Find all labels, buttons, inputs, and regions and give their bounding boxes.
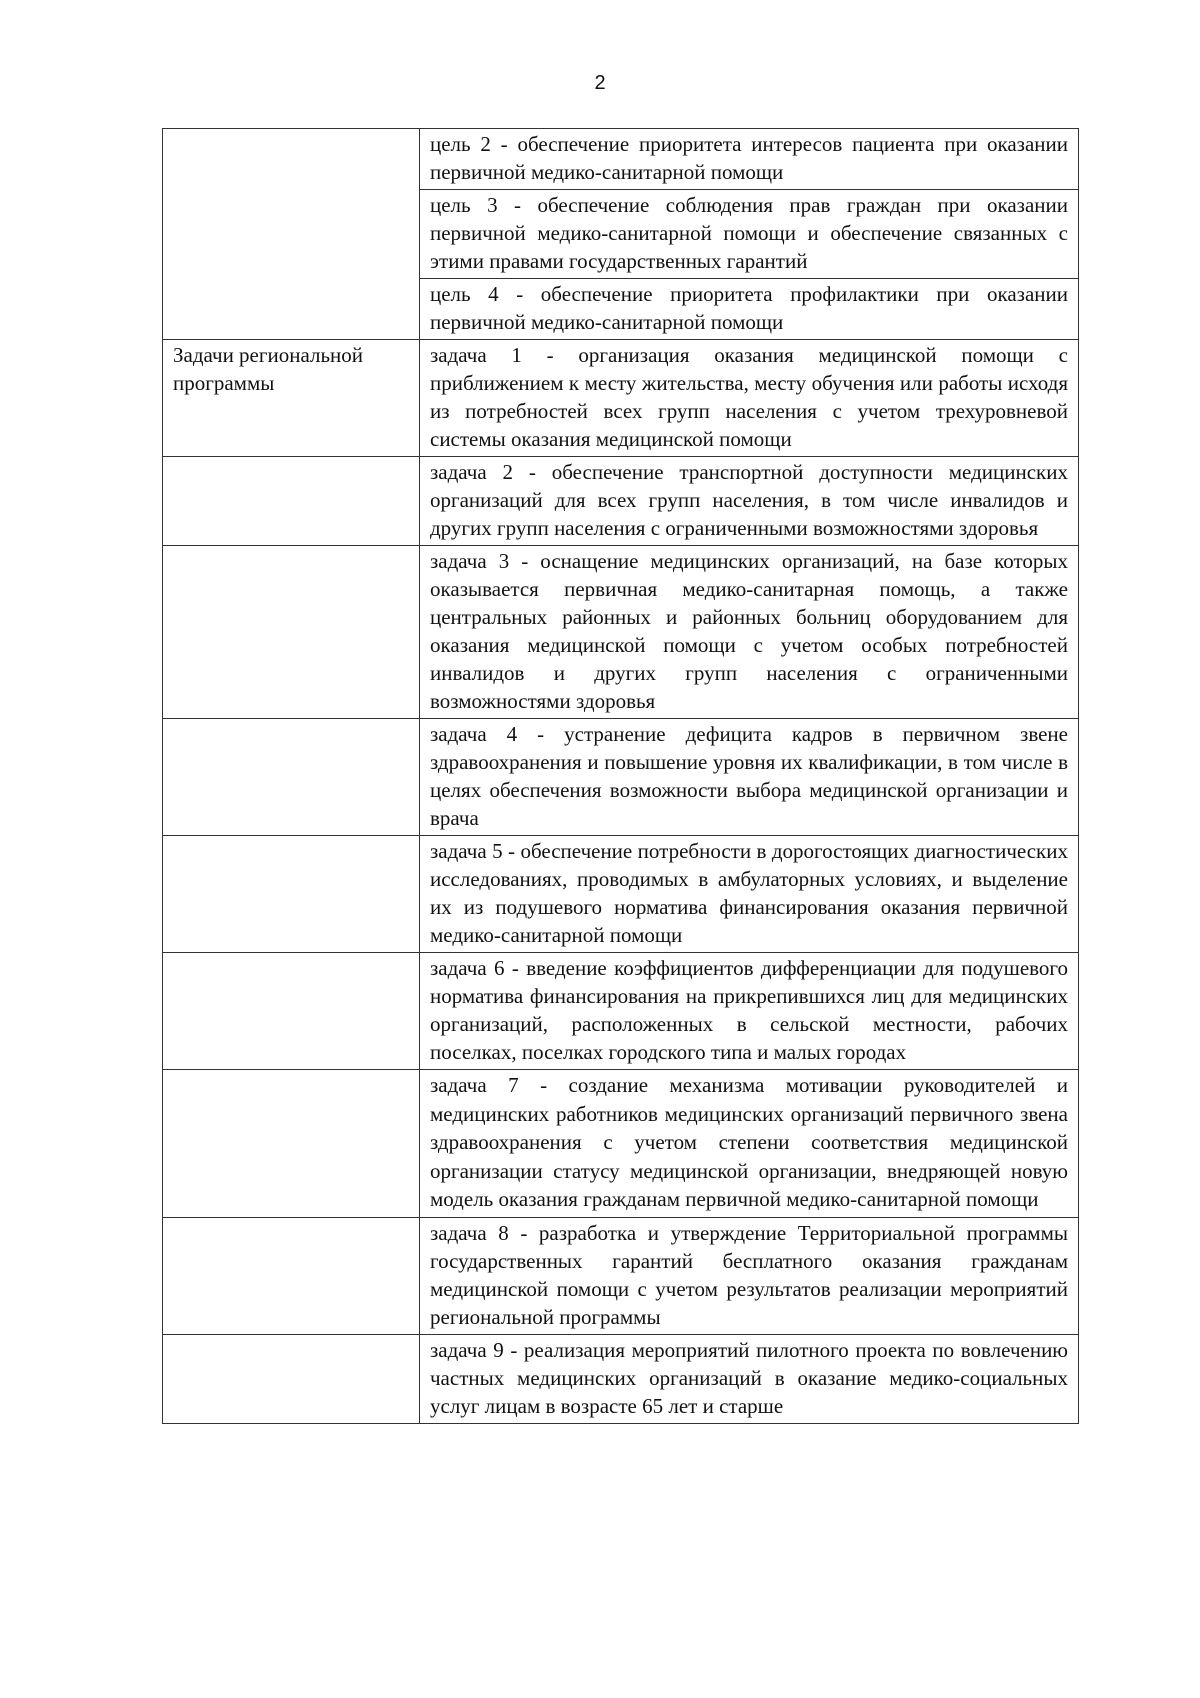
table-row [163, 1217, 1079, 1334]
table-row [163, 279, 1079, 340]
task-cell: задача 2 - обеспечение транспортной доступности медицинских организаций для всех групп населения, в том числе инвалидов и других групп населения с ограниченными возможностями здоровья [420, 457, 1079, 546]
task-cell: задача 8 - разработка и утверждение Территориальной программы государственных гарантий бесплатного оказания гражданам медицинской помощи с учетом результатов реализации мероприятий региональной программы [420, 1217, 1079, 1334]
label-cell [163, 953, 420, 1070]
page-number: 2 [594, 72, 606, 94]
goal-cell: цель 3 - обеспечение соблюдения прав граждан при оказании первичной медико-санитарной помощи и обеспечение связанных с этими правами государственных гарантий [420, 190, 1079, 279]
goal-cell: цель 2 - обеспечение приоритета интересов пациента при оказании первичной медико-санитарной помощи [420, 129, 1079, 190]
table-row [163, 546, 1079, 719]
label-cell [163, 719, 420, 836]
label-cell [163, 129, 420, 190]
table-row [163, 1334, 1079, 1423]
table-row [163, 457, 1079, 546]
tasks-label: Задачи региональной программы [163, 340, 420, 457]
label-cell [163, 546, 420, 719]
task-cell: задача 5 - обеспечение потребности в дорогостоящих диагностических исследованиях, проводимых в амбулаторных условиях, и выделение их из подушевого норматива финансирования оказания первичной медико-санитарной помощи [420, 836, 1079, 953]
label-cell [163, 836, 420, 953]
label-cell [163, 1070, 420, 1218]
task-cell: задача 9 - реализация мероприятий пилотного проекта по вовлечению частных медицинских организаций в оказание медико-социальных услуг лицам в возрасте 65 лет и старше [420, 1334, 1079, 1423]
table-row [163, 340, 1079, 457]
table-row [163, 190, 1079, 279]
label-cell [163, 279, 420, 340]
table-row [163, 953, 1079, 1070]
task-cell: задача 6 - введение коэффициентов дифференциации для подушевого норматива финансирования на прикрепившихся лиц для медицинских организаций, расположенных в сельской местности, рабочих поселках, поселках городского типа и малых городах [420, 953, 1079, 1070]
task-cell: задача 3 - оснащение медицинских организаций, на базе которых оказывается первичная медико-санитарная помощь, а также центральных районных и районных больниц оборудованием для оказания медицинской помощи с учетом особых потребностей инвалидов и других групп населения с ограниченными возможностями здоровья [420, 546, 1079, 719]
table-row [163, 836, 1079, 953]
program-table [162, 128, 1079, 1424]
goal-cell: цель 4 - обеспечение приоритета профилактики при оказании первичной медико-санитарной помощи [420, 279, 1079, 340]
table-row [163, 1070, 1079, 1218]
label-cell [163, 190, 420, 279]
label-cell [163, 1217, 420, 1334]
label-cell [163, 457, 420, 546]
task-cell: задача 7 - создание механизма мотивации руководителей и медицинских работников медицинских организаций первичного звена здравоохранения с учетом степени соответствия медицинской организации статусу медицинской организации, внедряющей новую модель оказания гражданам первичной медико-санитарной помощи [420, 1070, 1079, 1218]
table-row [163, 719, 1079, 836]
label-cell [163, 1334, 420, 1423]
task-cell: задача 1 - организация оказания медицинской помощи с приближением к месту жительства, месту обучения или работы исходя из потребностей всех групп населения с учетом трехуровневой системы оказания медицинской помощи [420, 340, 1079, 457]
task-cell: задача 4 - устранение дефицита кадров в первичном звене здравоохранения и повышение уровня их квалификации, в том числе в целях обеспечения возможности выбора медицинской организации и врача [420, 719, 1079, 836]
table-row [163, 129, 1079, 190]
